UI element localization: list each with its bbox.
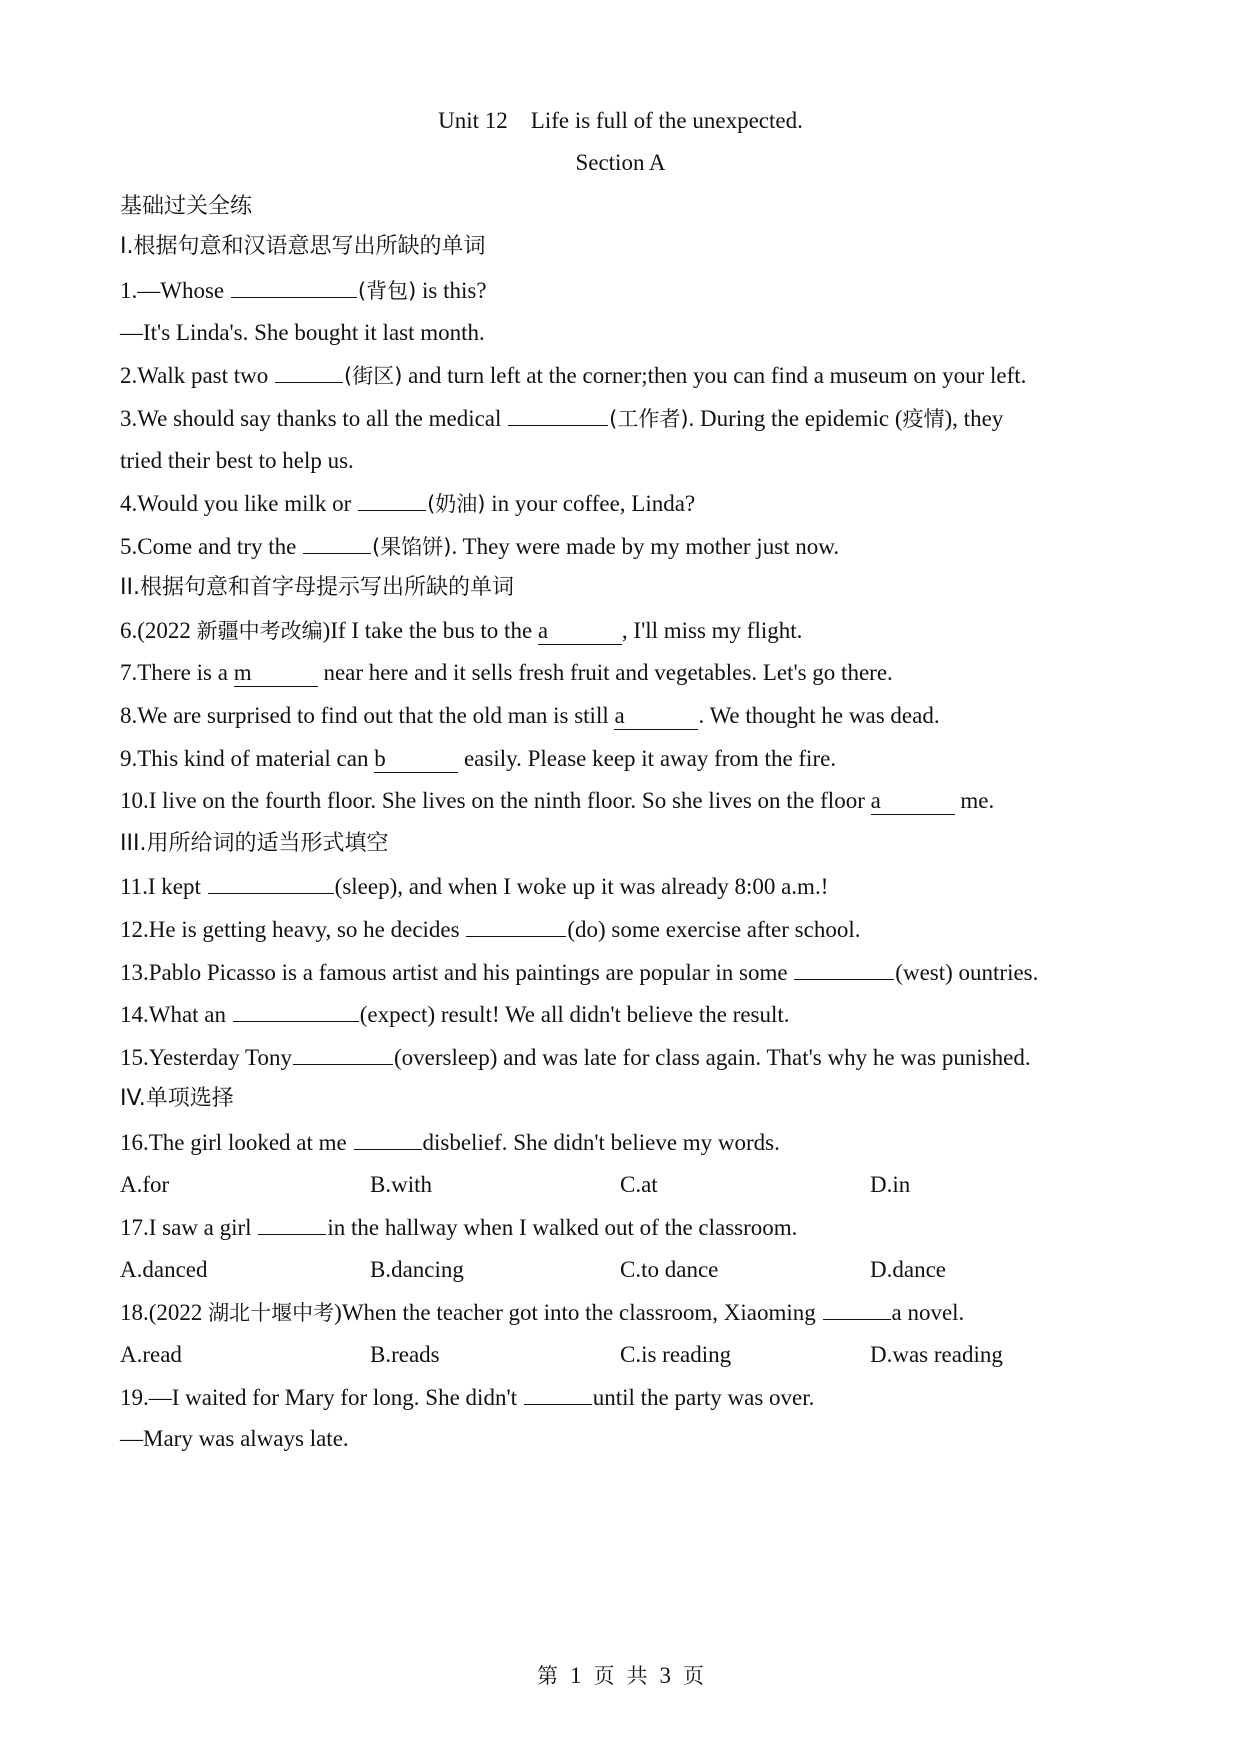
question-10: 10.I live on the fourth floor. She lives on the ninth floor. So she lives on the floor a me. (120, 788, 995, 813)
unit-title: Unit 12 Life is full of the unexpected. (438, 108, 803, 133)
page-number: 1 (570, 1663, 582, 1688)
question-11: 11.I kept (sleep), and when I woke up it was already 8:00 a.m.! (120, 871, 828, 902)
answer-blank[interactable] (208, 871, 334, 894)
answer-blank[interactable] (524, 1382, 592, 1405)
option-a[interactable]: A.danced (120, 1257, 208, 1282)
option-d[interactable]: D.was reading (870, 1342, 1003, 1367)
question-4: 4.Would you like milk or (奶油) in your coffee, Linda? (120, 488, 695, 519)
answer-blank[interactable] (231, 275, 357, 298)
answer-blank[interactable] (233, 999, 359, 1022)
part4-heading: IV.单项选择 (120, 1086, 234, 1111)
section-title: Section A (575, 150, 666, 175)
answer-blank[interactable] (258, 1212, 326, 1235)
option-d[interactable]: D.dance (870, 1257, 946, 1282)
practice-heading: 基础过关全练 (120, 194, 253, 219)
question-6: 6.(2022 新疆中考改编)If I take the bus to the a , I'll miss my flight. (120, 618, 803, 643)
answer-blank[interactable] (293, 1042, 393, 1065)
answer-blank[interactable]: a (614, 703, 698, 730)
question-9: 9.This kind of material can b easily. Please keep it away from the fire. (120, 746, 837, 771)
question-17: 17.I saw a girl in the hallway when I walked out of the classroom. (120, 1212, 797, 1243)
answer-blank[interactable]: b (374, 746, 458, 773)
part3-heading: III.用所给词的适当形式填空 (120, 831, 389, 856)
question-7: 7.There is a m near here and it sells fresh fruit and vegetables. Let's go there. (120, 660, 893, 685)
answer-blank[interactable] (466, 914, 566, 937)
answer-blank[interactable] (794, 957, 894, 980)
question-12: 12.He is getting heavy, so he decides (do) some exercise after school. (120, 914, 860, 945)
question-18: 18.(2022 湖北十堰中考)When the teacher got into the classroom, Xiaoming a novel. (120, 1297, 964, 1328)
question-3: 3.We should say thanks to all the medical (工作者). During the epidemic (疫情), they (120, 403, 1003, 434)
part2-heading: II.根据句意和首字母提示写出所缺的单词 (120, 575, 514, 600)
option-b[interactable]: B.dancing (370, 1257, 464, 1282)
question-2: 2.Walk past two (街区) and turn left at the corner;then you can find a museum on your left. (120, 360, 1026, 391)
question-14: 14.What an (expect) result! We all didn't believe the result. (120, 999, 790, 1030)
question-8: 8.We are surprised to find out that the old man is still a . We thought he was dead. (120, 703, 940, 728)
answer-blank[interactable] (358, 488, 426, 511)
question-13: 13.Pablo Picasso is a famous artist and his paintings are popular in some (west) ountries. (120, 957, 1038, 988)
option-a[interactable]: A.read (120, 1342, 182, 1367)
option-a[interactable]: A.for (120, 1172, 170, 1197)
question-19-reply: —Mary was always late. (120, 1426, 349, 1451)
total-pages: 3 (659, 1663, 671, 1688)
answer-blank[interactable] (508, 403, 608, 426)
option-c[interactable]: C.to dance (620, 1257, 719, 1282)
option-d[interactable]: D.in (870, 1172, 911, 1197)
page-footer: 第 1 页 共 3 页 (537, 1663, 704, 1688)
question-15: 15.Yesterday Tony (oversleep) and was late for class again. That's why he was punished. (120, 1042, 1031, 1073)
question-1: 1.—Whose (背包) is this? (120, 275, 487, 306)
part1-heading: I.根据句意和汉语意思写出所缺的单词 (120, 234, 486, 259)
answer-blank[interactable]: a (538, 618, 622, 645)
option-c[interactable]: C.at (620, 1172, 658, 1197)
option-b[interactable]: B.reads (370, 1342, 440, 1367)
option-c[interactable]: C.is reading (620, 1342, 732, 1367)
answer-blank[interactable]: m (234, 660, 318, 687)
answer-blank[interactable] (303, 531, 371, 554)
question-3-continued: tried their best to help us. (120, 448, 354, 473)
answer-blank[interactable]: a (871, 788, 955, 815)
question-5: 5.Come and try the (果馅饼). They were made by my mother just now. (120, 531, 839, 562)
question-16: 16.The girl looked at me disbelief. She didn't believe my words. (120, 1127, 780, 1158)
question-19: 19.—I waited for Mary for long. She didn't until the party was over. (120, 1382, 814, 1413)
option-b[interactable]: B.with (370, 1172, 432, 1197)
answer-blank[interactable] (354, 1127, 422, 1150)
question-1-reply: —It's Linda's. She bought it last month. (120, 320, 485, 345)
answer-blank[interactable] (823, 1297, 891, 1320)
answer-blank[interactable] (275, 360, 343, 383)
